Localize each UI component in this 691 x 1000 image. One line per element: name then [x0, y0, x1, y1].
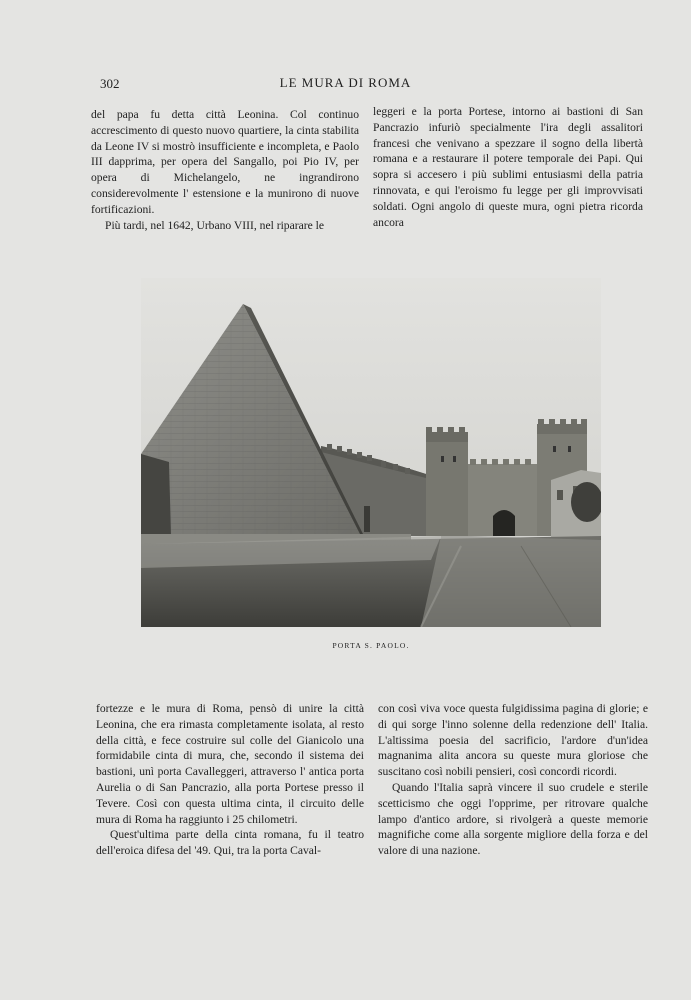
paragraph: Più tardi, nel 1642, Urbano VIII, nel riparare le: [105, 218, 325, 232]
running-head: LE MURA DI ROMA: [279, 75, 412, 90]
text-column-top-right: [373, 104, 643, 230]
paragraph: Quando l'Italia saprà vincere il suo crudele e sterile scetticismo che oggi l'opprime, per ritrovare qualche lampo d'antico ardore, si rivolgerà a queste memorie magnifiche come alla sorgente migliore della forza e del valore di una nazione.: [378, 780, 648, 858]
text-column-bottom-right: [378, 701, 648, 859]
photo-porta-san-paolo: [141, 278, 601, 627]
page-number: 302: [100, 76, 120, 91]
paragraph: del papa fu detta città Leonina. Col continuo accrescimento di questo nuovo quartiere, la cinta stabilita da Leone IV si mostrò insufficiente e incompleta, e Paolo III dapprima, per opera del Sangallo, poi Pio IV, per opera di Michelangelo, ne ingrandirono considerevolmente l' estensione e la munirono di nuove fortificazioni.: [91, 108, 359, 216]
paragraph: leggeri e la porta Portese, intorno ai bastioni di San Pancrazio infuriò specialmente l'ira degli assalitori francesi che venivano a spezzare il sogno della libertà romana e a restaurare il potere temporale dei Papi. Qui sopra si accesero i più sublimi entusiasmi della patria rinnovata, e qui l'eroismo fu legge per gli improvvisati soldati. Ogni angolo di queste mura, ogni pietra ricorda ancora: [373, 105, 643, 229]
text-column-top-left: [91, 107, 359, 233]
paragraph: Quest'ultima parte della cinta romana, fu il teatro dell'eroica difesa del '49. Qui, tra la porta Caval-: [96, 828, 364, 858]
paragraph: con così viva voce questa fulgidissima pagina di glorie; e di qui sorge l'inno solenne della redenzione dell' Italia. L'altissima poesia del sacrificio, l'ardore d'un'idea magnanima alita ancora su queste mura gloriose che suscitano così nobili pensieri, così concordi ricordi.: [378, 702, 648, 779]
paragraph: fortezze e le mura di Roma, pensò di unire la città Leonina, che era rimasta completamente isolata, al resto della città, e fece costruire sul colle del Gianicolo una formidabile cinta di mura, che, secondo il sistema dei bastioni, unì porta Cavalleggeri, attraverso l' antica porta Aurelia o di San Pancrazio, alla porta Portese presso il Tevere. Così con questa ultima cinta, il circuito delle mura di Roma ha raggiunto i 25 chilometri.: [96, 702, 364, 826]
text-column-bottom-left: [96, 701, 364, 859]
figure-caption: PORTA S. PAOLO.: [332, 641, 410, 650]
